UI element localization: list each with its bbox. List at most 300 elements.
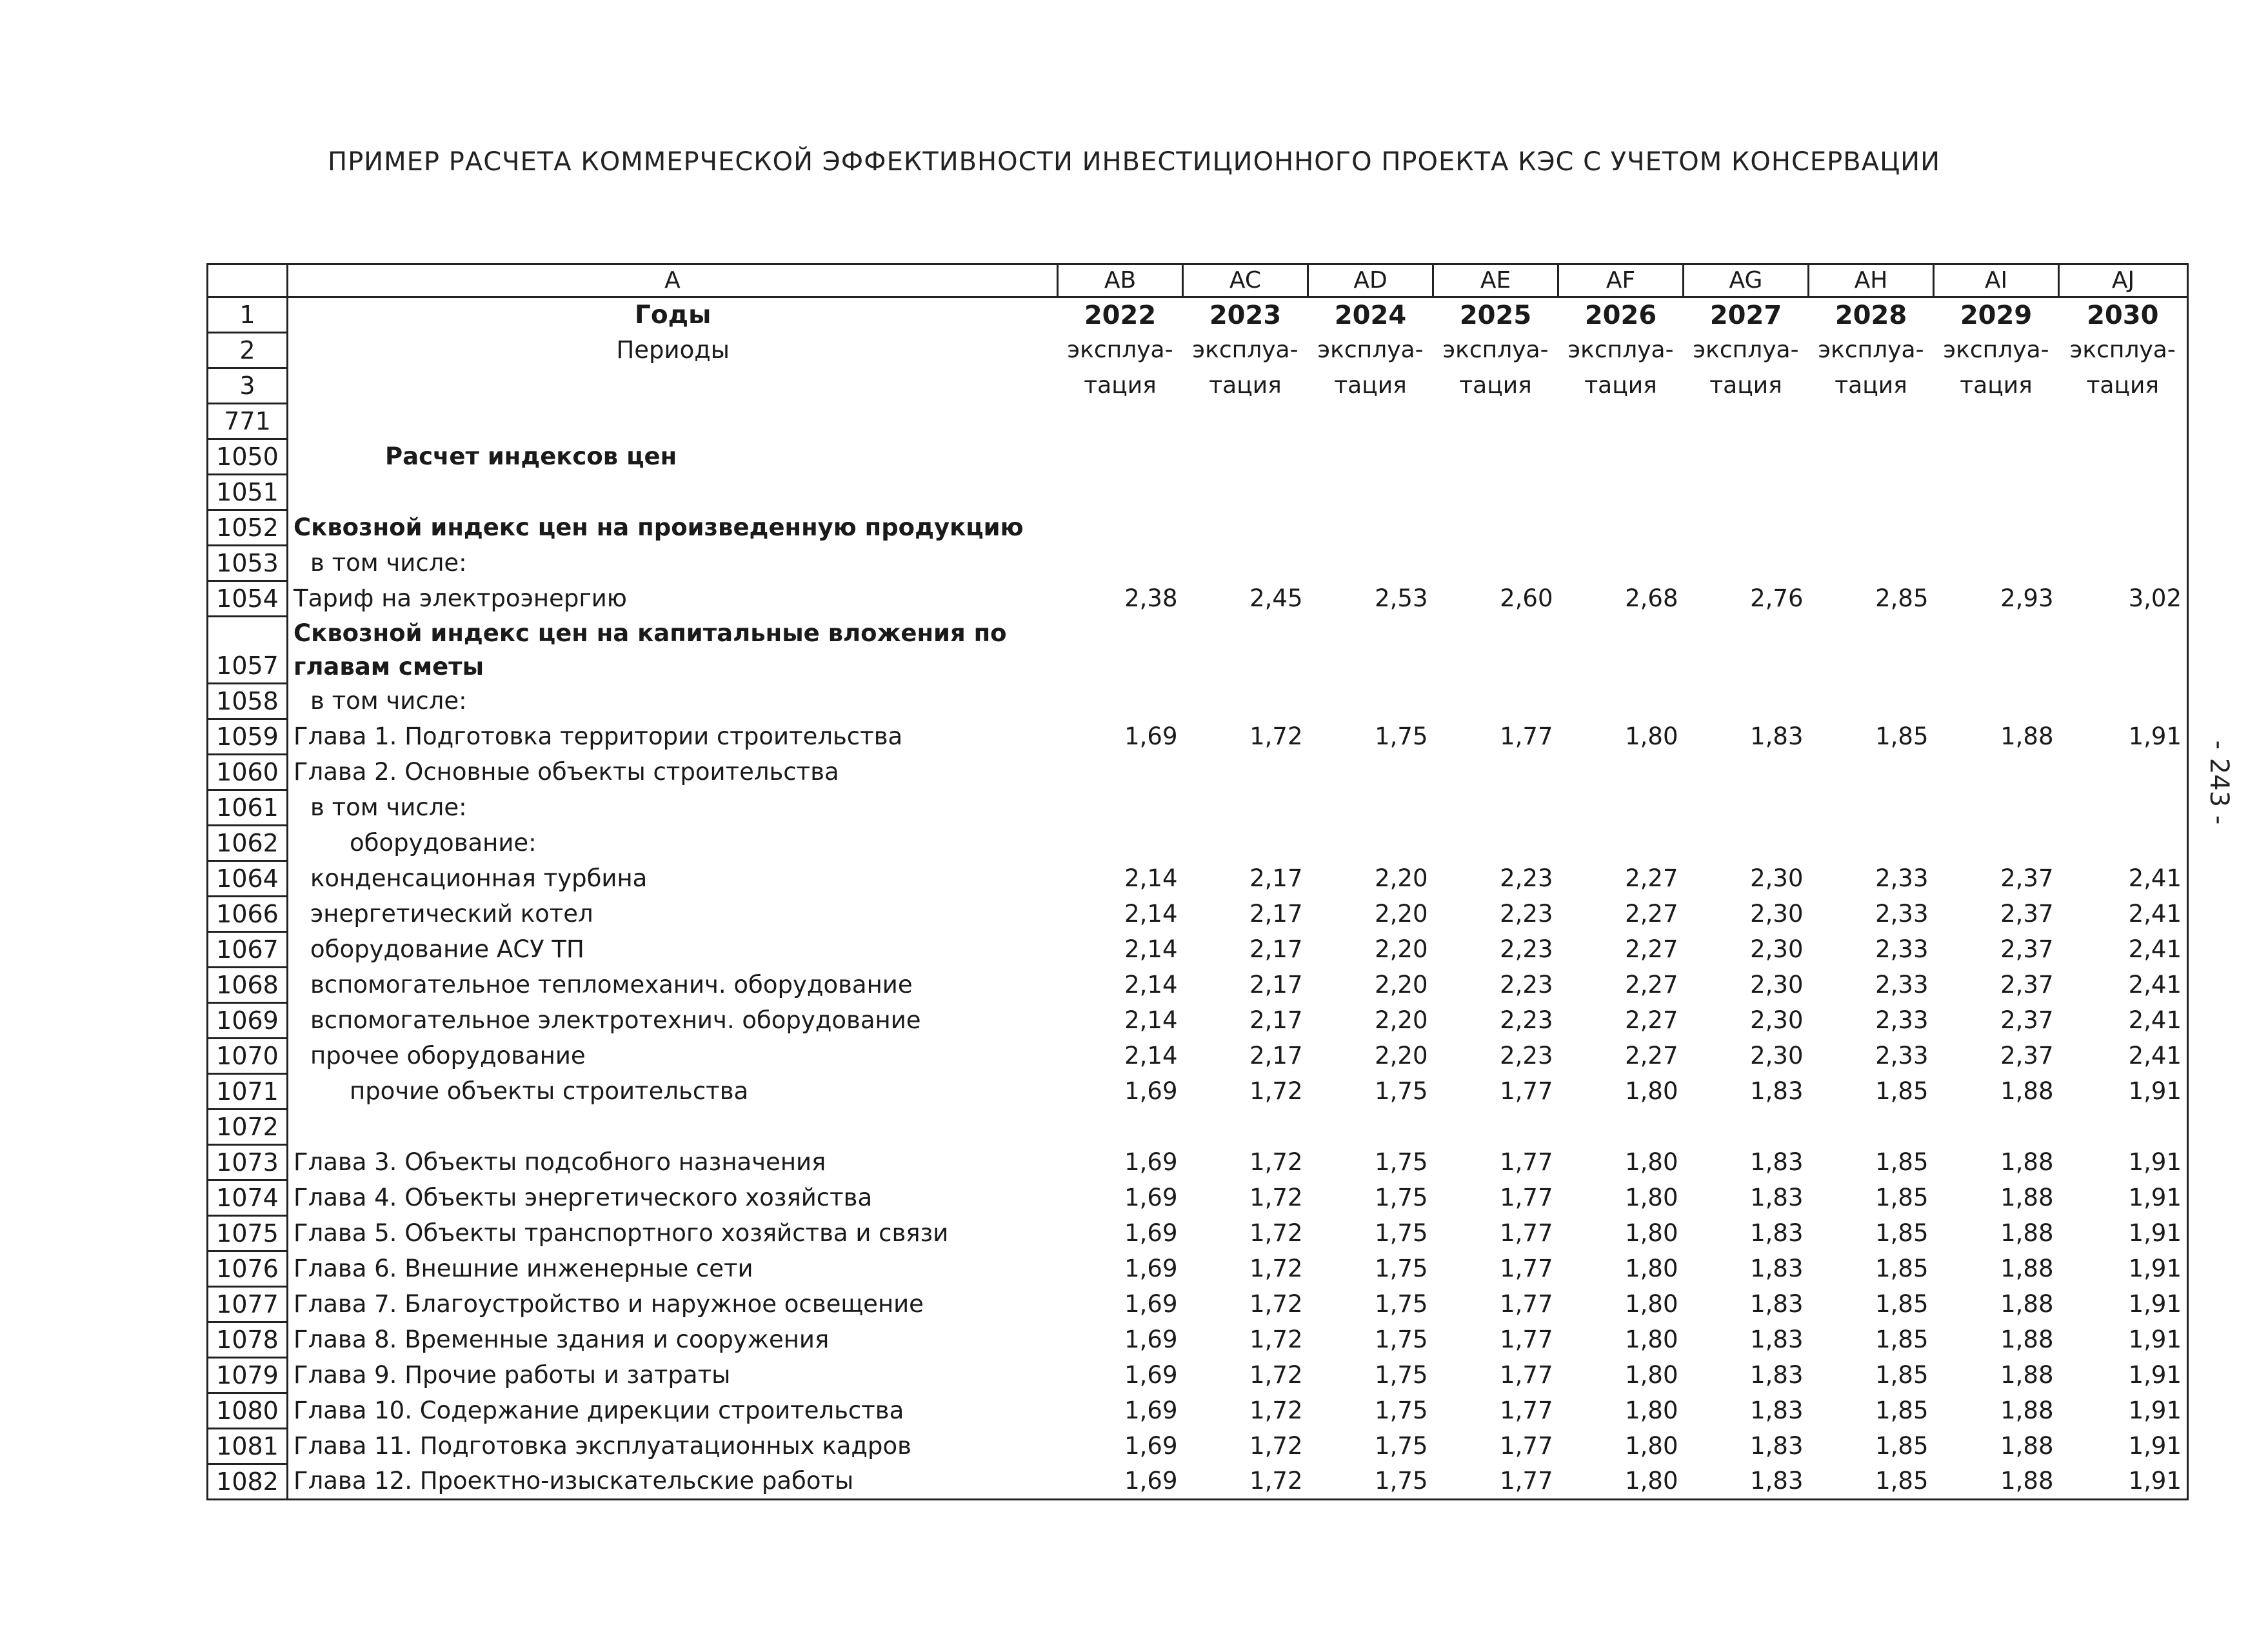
column-letter: AB: [1058, 264, 1183, 297]
table-row: [208, 1429, 2188, 1464]
value-cell: [1058, 475, 1183, 510]
value-cell: [1934, 684, 2059, 719]
period-cell: эксплуа-: [1567, 337, 1674, 363]
value-cell: [1809, 684, 1934, 719]
price-index-table: [206, 263, 2189, 1500]
value-cell: [2059, 404, 2188, 439]
value-cell: 1,69: [1124, 1184, 1178, 1211]
table-row: [208, 475, 2188, 510]
value-cell: [1809, 546, 1934, 581]
value-cell: [1934, 475, 2059, 510]
value-cell: [1558, 439, 1684, 475]
value-cell: 2,33: [1875, 971, 1929, 999]
value-cell: [1684, 684, 1809, 719]
year-cell: 2026: [1584, 300, 1657, 330]
table-row: [208, 1251, 2188, 1287]
table-row: [208, 790, 2188, 826]
value-cell: 2,38: [1124, 584, 1178, 612]
table-row: [208, 826, 2188, 861]
value-cell: [1183, 617, 1308, 684]
row-number: 1064: [208, 861, 288, 897]
value-cell: 3,02: [2059, 581, 2188, 617]
value-cell: [2059, 439, 2188, 475]
row-number: 1051: [208, 475, 288, 510]
value-cell: 1,72: [1249, 1219, 1303, 1247]
value-cell: 1,72: [1249, 1077, 1303, 1105]
value-cell: [1809, 439, 1934, 475]
value-cell: 1,91: [2059, 1322, 2188, 1358]
value-cell: [1308, 755, 1433, 790]
value-cell: 1,85: [1875, 1397, 1929, 1424]
value-cell: 1,80: [1625, 1397, 1678, 1424]
value-cell: [1684, 546, 1809, 581]
table-row: [208, 1039, 2188, 1074]
value-cell: 1,77: [1500, 1077, 1553, 1105]
value-cell: 2,33: [1875, 1042, 1929, 1070]
row-label: в том числе:: [288, 546, 1058, 581]
value-cell: [1183, 826, 1308, 861]
value-cell: [1558, 684, 1684, 719]
row-number: 1071: [208, 1074, 288, 1110]
value-cell: 1,77: [1500, 1432, 1553, 1460]
value-cell: [1809, 510, 1934, 546]
value-cell: 1,80: [1558, 1464, 1684, 1500]
column-letter: AD: [1308, 264, 1433, 297]
value-cell: [2059, 1110, 2188, 1145]
value-cell: 1,75: [1375, 1148, 1428, 1176]
value-cell: [1058, 826, 1183, 861]
value-cell: 1,91: [2059, 1145, 2188, 1180]
value-cell: 1,69: [1124, 1290, 1178, 1318]
table-row: [208, 404, 2188, 439]
table-row: [208, 1216, 2188, 1251]
column-letter: AJ: [2059, 264, 2188, 297]
value-cell: 1,88: [2000, 1219, 2054, 1247]
value-cell: 1,75: [1375, 1184, 1428, 1211]
table-row: [208, 932, 2188, 968]
value-cell: 2,41: [2059, 1039, 2188, 1074]
column-letter: AG: [1684, 264, 1809, 297]
value-cell: 1,91: [2059, 719, 2188, 755]
value-cell: [1433, 617, 1558, 684]
value-cell: 1,83: [1750, 1326, 1804, 1353]
year-cell: 2024: [1334, 300, 1407, 330]
period-cell: тация: [1709, 372, 1782, 399]
table-row: [208, 1464, 2188, 1500]
value-cell: 1,91: [2059, 1074, 2188, 1110]
value-cell: [1934, 826, 2059, 861]
value-cell: 2,23: [1500, 971, 1553, 999]
value-cell: [2059, 475, 2188, 510]
value-cell: 2,68: [1625, 584, 1678, 612]
value-cell: 1,69: [1124, 1326, 1178, 1353]
value-cell: 1,77: [1433, 1464, 1558, 1500]
value-cell: 1,69: [1124, 722, 1178, 750]
value-cell: 1,80: [1625, 1219, 1678, 1247]
row-number: 1074: [208, 1180, 288, 1216]
value-cell: 1,75: [1375, 1219, 1428, 1247]
value-cell: 1,80: [1625, 1255, 1678, 1282]
value-cell: 2,93: [2000, 584, 2054, 612]
value-cell: 2,20: [1375, 1042, 1428, 1070]
value-cell: [1058, 510, 1183, 546]
value-cell: 1,80: [1625, 1077, 1678, 1105]
table-row: [208, 684, 2188, 719]
value-cell: 1,91: [2059, 1251, 2188, 1287]
value-cell: 1,91: [2059, 1287, 2188, 1322]
value-cell: [1558, 790, 1684, 826]
value-cell: [1558, 1110, 1684, 1145]
value-cell: 1,80: [1625, 1290, 1678, 1318]
value-cell: 2,17: [1249, 1006, 1303, 1034]
value-cell: [1433, 404, 1558, 439]
row-label: вспомогательное тепломеханич. оборудование: [288, 968, 1058, 1003]
value-cell: 1,88: [2000, 1432, 2054, 1460]
value-cell: 1,80: [1625, 1148, 1678, 1176]
row-label: Сквозной индекс цен на произведенную продукцию: [288, 510, 1058, 546]
value-cell: 1,85: [1875, 1432, 1929, 1460]
value-cell: [1058, 404, 1183, 439]
years-row: [208, 297, 2188, 333]
value-cell: 1,85: [1875, 1077, 1929, 1105]
column-letters-row: [208, 264, 2188, 297]
value-cell: 1,88: [2000, 1290, 2054, 1318]
period-cell: тация: [1209, 372, 1282, 399]
column-letter-a: A: [288, 264, 1058, 297]
value-cell: 2,23: [1500, 864, 1553, 892]
value-cell: 1,88: [2000, 1148, 2054, 1176]
value-cell: 1,72: [1249, 1361, 1303, 1389]
value-cell: 2,30: [1750, 935, 1804, 963]
value-cell: 2,30: [1750, 1006, 1804, 1034]
row-number: 1078: [208, 1322, 288, 1358]
value-cell: [1684, 439, 1809, 475]
value-cell: [2059, 826, 2188, 861]
periods-row-2: [208, 368, 2188, 404]
row-label: Глава 1. Подготовка территории строительства: [288, 719, 1058, 755]
value-cell: [1558, 475, 1684, 510]
row-number: 1076: [208, 1251, 288, 1287]
value-cell: 1,69: [1124, 1219, 1178, 1247]
value-cell: 1,83: [1750, 1290, 1804, 1318]
row-label: оборудование АСУ ТП: [288, 932, 1058, 968]
value-cell: 1,72: [1249, 1290, 1303, 1318]
period-cell: эксплуа-: [1442, 337, 1549, 363]
value-cell: 2,14: [1124, 1042, 1178, 1070]
page-number-text: - 243 -: [2204, 740, 2234, 825]
value-cell: 1,77: [1500, 1184, 1553, 1211]
value-cell: [2059, 755, 2188, 790]
value-cell: 2,14: [1124, 935, 1178, 963]
value-cell: [1809, 1110, 1934, 1145]
row-label: конденсационная турбина: [288, 861, 1058, 897]
value-cell: 1,85: [1809, 1464, 1934, 1500]
value-cell: 2,23: [1500, 900, 1553, 928]
table-row: [208, 510, 2188, 546]
value-cell: 1,80: [1625, 1326, 1678, 1353]
period-cell: эксплуа-: [1943, 337, 2049, 363]
table-row: [208, 1322, 2188, 1358]
value-cell: [1558, 755, 1684, 790]
row-number: 1075: [208, 1216, 288, 1251]
value-cell: [1308, 439, 1433, 475]
value-cell: 1,83: [1684, 1464, 1809, 1500]
year-cell: 2030: [2059, 297, 2188, 333]
value-cell: 2,27: [1625, 900, 1678, 928]
row-number: 3: [208, 368, 288, 404]
value-cell: 2,30: [1750, 1042, 1804, 1070]
value-cell: [1433, 755, 1558, 790]
value-cell: 2,33: [1875, 1006, 1929, 1034]
value-cell: 1,83: [1750, 1255, 1804, 1282]
value-cell: [1684, 790, 1809, 826]
row-number: 1081: [208, 1429, 288, 1464]
value-cell: 1,85: [1875, 1361, 1929, 1389]
value-cell: [1558, 510, 1684, 546]
value-cell: 2,23: [1500, 935, 1553, 963]
value-cell: 2,17: [1249, 864, 1303, 892]
value-cell: 2,20: [1375, 935, 1428, 963]
value-cell: [2059, 546, 2188, 581]
row-label: Глава 9. Прочие работы и затраты: [288, 1358, 1058, 1393]
value-cell: 2,37: [2000, 971, 2054, 999]
year-cell: 2028: [1835, 300, 1907, 330]
value-cell: 1,75: [1375, 1077, 1428, 1105]
value-cell: [1684, 826, 1809, 861]
value-cell: 2,20: [1375, 900, 1428, 928]
value-cell: 2,23: [1500, 1006, 1553, 1034]
value-cell: [1308, 510, 1433, 546]
value-cell: [2059, 617, 2188, 684]
table-row: [208, 1074, 2188, 1110]
table-row: [208, 546, 2188, 581]
year-cell: 2022: [1084, 300, 1157, 330]
value-cell: 1,69: [1124, 1077, 1178, 1105]
years-label: Годы: [288, 297, 1058, 333]
row-label: Глава 11. Подготовка эксплуатационных кадров: [288, 1429, 1058, 1464]
table-row: [208, 1180, 2188, 1216]
value-cell: 1,85: [1875, 1219, 1929, 1247]
value-cell: 1,75: [1375, 1326, 1428, 1353]
row-number: 1079: [208, 1358, 288, 1393]
value-cell: 2,17: [1249, 971, 1303, 999]
value-cell: 1,77: [1500, 1361, 1553, 1389]
value-cell: 2,27: [1625, 1042, 1678, 1070]
year-cell: 2029: [1960, 300, 2033, 330]
row-number: 1082: [208, 1464, 288, 1500]
row-number: 1077: [208, 1287, 288, 1322]
row-number: 1080: [208, 1393, 288, 1429]
value-cell: 1,72: [1249, 1432, 1303, 1460]
value-cell: [1684, 404, 1809, 439]
table-row: [208, 897, 2188, 932]
value-cell: 2,41: [2059, 861, 2188, 897]
period-cell: тация: [1084, 372, 1157, 399]
column-letter: AH: [1809, 264, 1934, 297]
value-cell: [1058, 755, 1183, 790]
value-cell: 1,88: [1934, 1464, 2059, 1500]
value-cell: 1,72: [1249, 1184, 1303, 1211]
value-cell: [1183, 404, 1308, 439]
value-cell: [1183, 439, 1308, 475]
row-number: 1061: [208, 790, 288, 826]
year-cell: 2027: [1709, 300, 1782, 330]
row-label: Глава 5. Объекты транспортного хозяйства и связи: [288, 1216, 1058, 1251]
value-cell: [1684, 1110, 1809, 1145]
period-cell: тация: [2059, 368, 2188, 404]
row-label: [288, 475, 1058, 510]
value-cell: 1,72: [1183, 1464, 1308, 1500]
value-cell: [1558, 617, 1684, 684]
period-cell: тация: [1960, 372, 2033, 399]
value-cell: [1058, 617, 1183, 684]
row-number: 1: [208, 297, 288, 333]
value-cell: 1,83: [1750, 1184, 1804, 1211]
value-cell: [1308, 826, 1433, 861]
row-label: Глава 10. Содержание дирекции строительства: [288, 1393, 1058, 1429]
row-label: Глава 2. Основные объекты строительства: [288, 755, 1058, 790]
value-cell: [1433, 684, 1558, 719]
value-cell: 1,83: [1750, 1219, 1804, 1247]
value-cell: [1433, 790, 1558, 826]
row-label: оборудование:: [288, 826, 1058, 861]
value-cell: 1,83: [1750, 1077, 1804, 1105]
value-cell: 1,69: [1124, 1432, 1178, 1460]
value-cell: [1308, 475, 1433, 510]
value-cell: 1,75: [1375, 1397, 1428, 1424]
column-letter: AE: [1433, 264, 1558, 297]
value-cell: 1,83: [1750, 1148, 1804, 1176]
value-cell: 2,53: [1375, 584, 1428, 612]
value-cell: [1934, 439, 2059, 475]
value-cell: 1,77: [1500, 1255, 1553, 1282]
value-cell: 1,91: [2059, 1429, 2188, 1464]
value-cell: 1,75: [1308, 1464, 1433, 1500]
table-row: [208, 861, 2188, 897]
value-cell: 1,88: [2000, 1184, 2054, 1211]
value-cell: 2,30: [1750, 971, 1804, 999]
value-cell: 1,77: [1500, 1397, 1553, 1424]
row-label: в том числе:: [288, 790, 1058, 826]
value-cell: 1,80: [1625, 1184, 1678, 1211]
corner-cell: [208, 264, 288, 297]
table-row: [208, 581, 2188, 617]
value-cell: 2,27: [1625, 864, 1678, 892]
value-cell: 2,30: [1750, 864, 1804, 892]
value-cell: 2,20: [1375, 971, 1428, 999]
value-cell: 1,69: [1124, 1255, 1178, 1282]
row-number: 1058: [208, 684, 288, 719]
value-cell: 1,83: [1750, 1361, 1804, 1389]
value-cell: 1,75: [1375, 1432, 1428, 1460]
value-cell: 1,77: [1500, 1326, 1553, 1353]
value-cell: 1,72: [1249, 1397, 1303, 1424]
row-number: 1057: [208, 617, 288, 684]
page-number: [2200, 735, 2238, 832]
value-cell: [1308, 684, 1433, 719]
value-cell: 2,41: [2059, 968, 2188, 1003]
table-row: [208, 1003, 2188, 1039]
value-cell: [1183, 790, 1308, 826]
table-row: [208, 1110, 2188, 1145]
value-cell: [1183, 546, 1308, 581]
value-cell: 2,17: [1249, 935, 1303, 963]
value-cell: 1,91: [2059, 1358, 2188, 1393]
period-cell: тация: [1459, 372, 1532, 399]
row-number: 1059: [208, 719, 288, 755]
value-cell: 2,33: [1875, 864, 1929, 892]
period-cell: эксплуа-: [1818, 337, 1924, 363]
row-number: 1067: [208, 932, 288, 968]
value-cell: 1,85: [1875, 1255, 1929, 1282]
row-label: прочие объекты строительства: [288, 1074, 1058, 1110]
value-cell: 1,69: [1124, 1361, 1178, 1389]
period-cell: эксплуа-: [1067, 337, 1173, 363]
row-number: 1062: [208, 826, 288, 861]
value-cell: 1,88: [2000, 1397, 2054, 1424]
value-cell: 1,75: [1375, 1361, 1428, 1389]
value-cell: 1,69: [1124, 1397, 1178, 1424]
value-cell: [1058, 1110, 1183, 1145]
row-label: Тариф на электроэнергию: [288, 581, 1058, 617]
row-label: Расчет индексов цен: [288, 439, 1058, 475]
value-cell: 1,88: [2000, 1326, 2054, 1353]
row-label: Глава 7. Благоустройство и наружное освещение: [288, 1287, 1058, 1322]
value-cell: 1,85: [1875, 722, 1929, 750]
value-cell: 2,14: [1124, 864, 1178, 892]
row-label: энергетический котел: [288, 897, 1058, 932]
value-cell: [1934, 404, 2059, 439]
row-label: Глава 4. Объекты энергетического хозяйства: [288, 1180, 1058, 1216]
row-number: 1072: [208, 1110, 288, 1145]
row-label: Глава 6. Внешние инженерные сети: [288, 1251, 1058, 1287]
value-cell: 1,85: [1875, 1290, 1929, 1318]
value-cell: [1183, 684, 1308, 719]
value-cell: [1809, 617, 1934, 684]
value-cell: [1934, 1110, 2059, 1145]
value-cell: 1,91: [2059, 1180, 2188, 1216]
row-number: 1069: [208, 1003, 288, 1039]
value-cell: 2,45: [1249, 584, 1303, 612]
row-label: Глава 3. Объекты подсобного назначения: [288, 1145, 1058, 1180]
period-cell: эксплуа-: [1693, 337, 1799, 363]
value-cell: 2,41: [2059, 1003, 2188, 1039]
value-cell: 2,14: [1124, 971, 1178, 999]
value-cell: [1684, 755, 1809, 790]
table-row: [208, 1287, 2188, 1322]
value-cell: [1308, 1110, 1433, 1145]
value-cell: 2,17: [1249, 1042, 1303, 1070]
value-cell: [1934, 755, 2059, 790]
value-cell: 1,69: [1058, 1464, 1183, 1500]
value-cell: [1934, 617, 2059, 684]
row-number: 1050: [208, 439, 288, 475]
value-cell: [1058, 546, 1183, 581]
row-label: Сквозной индекс цен на капитальные вложения по главам сметы: [288, 617, 1058, 684]
value-cell: [1058, 684, 1183, 719]
value-cell: [1558, 826, 1684, 861]
period-cell: тация: [1835, 372, 1907, 399]
row-number: 1052: [208, 510, 288, 546]
value-cell: 2,37: [2000, 900, 2054, 928]
value-cell: [1809, 826, 1934, 861]
page-title: ПРИМЕР РАСЧЕТА КОММЕРЧЕСКОЙ ЭФФЕКТИВНОСТИ ИНВЕСТИЦИОННОГО ПРОЕКТА КЭС С УЧЕТОМ КОНСЕРВАЦИИ: [327, 147, 1941, 177]
column-letter: AI: [1934, 264, 2059, 297]
value-cell: [1433, 546, 1558, 581]
value-cell: 1,91: [2059, 1464, 2188, 1500]
table-row: [208, 439, 2188, 475]
value-cell: 2,27: [1625, 971, 1678, 999]
